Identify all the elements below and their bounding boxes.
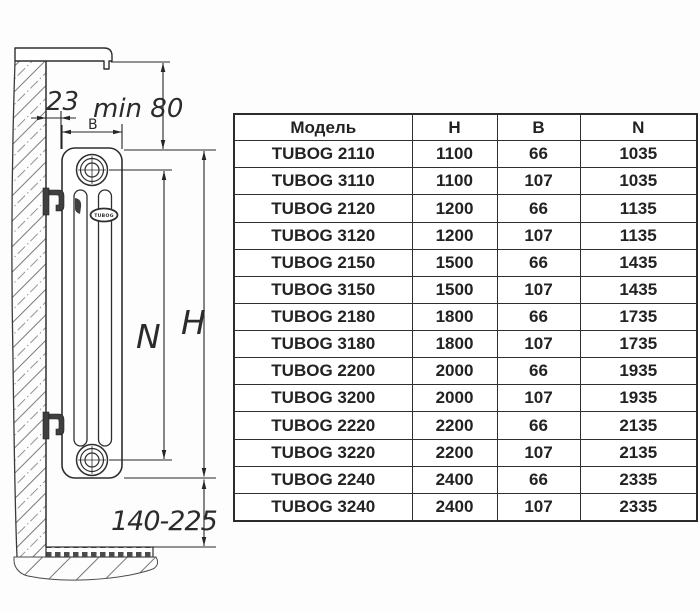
model-cell: TUBOG 3200: [234, 385, 412, 412]
model-cell: TUBOG 2110: [234, 141, 412, 168]
radiator-body: [62, 148, 122, 478]
dim-height-label: H: [181, 303, 206, 342]
value-cell: 2400: [412, 466, 497, 493]
model-cell: TUBOG 3110: [234, 168, 412, 195]
value-cell: 107: [497, 439, 580, 466]
table-row: [234, 303, 697, 330]
dim-floor-clearance-label: 140-225: [111, 506, 217, 537]
value-cell: 107: [497, 385, 580, 412]
value-cell: 2200: [412, 439, 497, 466]
table-row: [234, 168, 697, 195]
model-cell: TUBOG 3180: [234, 331, 412, 358]
value-cell: 66: [497, 466, 580, 493]
model-cell: TUBOG 2180: [234, 303, 412, 330]
table-row: [234, 385, 697, 412]
value-cell: 1935: [580, 358, 697, 385]
value-cell: 1500: [412, 249, 497, 276]
value-cell: 66: [497, 195, 580, 222]
dim-min-clearance-label: min 80: [93, 94, 184, 124]
value-cell: 2000: [412, 358, 497, 385]
table-row: [234, 276, 697, 303]
value-cell: 66: [497, 141, 580, 168]
value-cell: 66: [497, 303, 580, 330]
table-row: [234, 466, 697, 493]
table-row: [234, 141, 697, 168]
table-row: [234, 331, 697, 358]
value-cell: 1735: [580, 303, 697, 330]
model-cell: TUBOG 2220: [234, 412, 412, 439]
value-cell: 1200: [412, 222, 497, 249]
value-cell: 1435: [580, 276, 697, 303]
top-fitting: [77, 155, 108, 186]
floor: [46, 547, 153, 557]
value-cell: 2000: [412, 385, 497, 412]
value-cell: 66: [497, 358, 580, 385]
value-cell: 2335: [580, 466, 697, 493]
value-cell: 107: [497, 222, 580, 249]
value-cell: 1135: [580, 222, 697, 249]
value-cell: 107: [497, 493, 580, 521]
value-cell: 2200: [412, 412, 497, 439]
value-cell: 1935: [580, 385, 697, 412]
table-row: [234, 358, 697, 385]
table-header-row: [234, 114, 697, 141]
bottom-fitting: [77, 445, 108, 476]
model-cell: TUBOG 2150: [234, 249, 412, 276]
value-cell: 1035: [580, 141, 697, 168]
header-model: Модель: [234, 114, 412, 141]
table-row: [234, 493, 697, 521]
value-cell: 2135: [580, 412, 697, 439]
value-cell: 1435: [580, 249, 697, 276]
header-h: H: [412, 114, 497, 141]
value-cell: 107: [497, 331, 580, 358]
dim-axis-label: N: [136, 317, 161, 356]
value-cell: 1500: [412, 276, 497, 303]
technical-drawing: [0, 0, 230, 613]
value-cell: 1735: [580, 331, 697, 358]
model-cell: TUBOG 3240: [234, 493, 412, 521]
model-cell: TUBOG 3220: [234, 439, 412, 466]
model-cell: TUBOG 2240: [234, 466, 412, 493]
brand-badge: [91, 209, 118, 222]
model-cell: TUBOG 2200: [234, 358, 412, 385]
header-n: N: [580, 114, 697, 141]
value-cell: 2335: [580, 493, 697, 521]
value-cell: 2400: [412, 493, 497, 521]
value-cell: 1100: [412, 141, 497, 168]
value-cell: 1100: [412, 168, 497, 195]
bottom-bracket: [43, 412, 64, 439]
brand-badge-label: TUBOG: [94, 213, 114, 219]
ground: [14, 557, 158, 580]
value-cell: 2135: [580, 439, 697, 466]
spec-table: [233, 113, 698, 522]
table-row: [234, 249, 697, 276]
table-row: [234, 222, 697, 249]
table-row: [234, 412, 697, 439]
model-cell: TUBOG 3120: [234, 222, 412, 249]
dim-depth-label: B: [88, 117, 98, 133]
wall-section: [12, 61, 46, 557]
value-cell: 66: [497, 249, 580, 276]
model-cell: TUBOG 2120: [234, 195, 412, 222]
table-row: [234, 195, 697, 222]
dim-wall-offset-label: 23: [46, 87, 80, 117]
spec-table-body: [234, 141, 697, 521]
model-cell: TUBOG 3150: [234, 276, 412, 303]
table-row: [234, 439, 697, 466]
value-cell: 66: [497, 412, 580, 439]
value-cell: 1035: [580, 168, 697, 195]
value-cell: 1200: [412, 195, 497, 222]
value-cell: 1135: [580, 195, 697, 222]
value-cell: 1800: [412, 331, 497, 358]
value-cell: 107: [497, 276, 580, 303]
header-b: B: [497, 114, 580, 141]
value-cell: 107: [497, 168, 580, 195]
value-cell: 1800: [412, 303, 497, 330]
